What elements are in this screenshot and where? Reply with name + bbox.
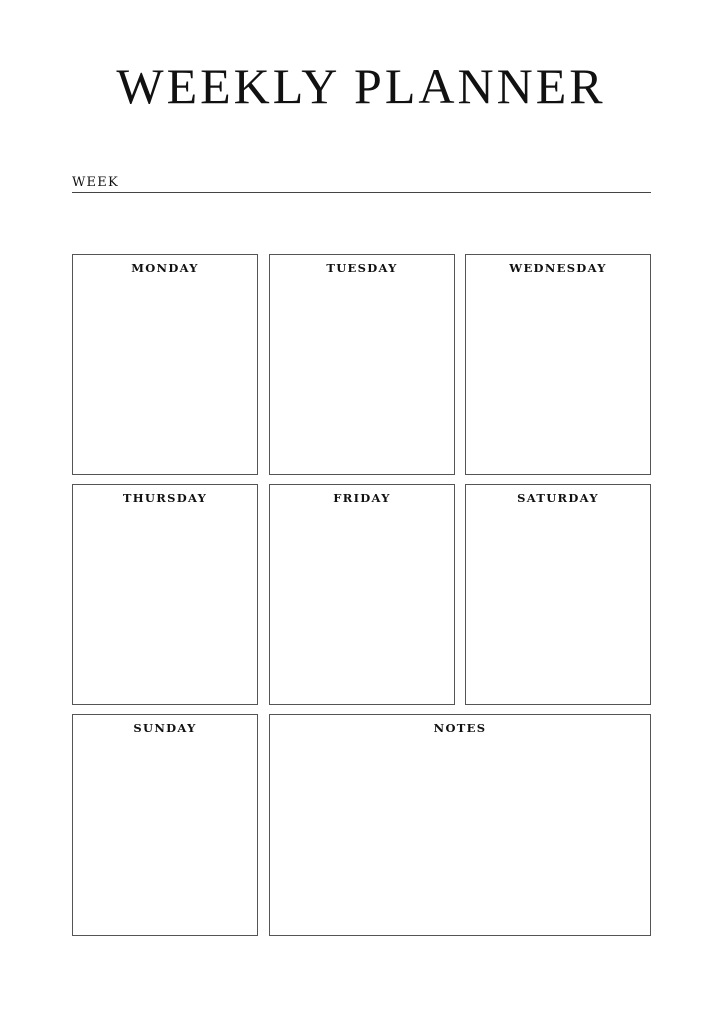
day-label-sunday: SUNDAY xyxy=(133,721,197,735)
day-label-saturday: SATURDAY xyxy=(517,491,599,505)
notes-label: NOTES xyxy=(433,721,487,735)
day-box-sunday[interactable] xyxy=(72,714,258,936)
day-label-wednesday: WEDNESDAY xyxy=(509,261,607,275)
day-box-wednesday[interactable] xyxy=(465,254,651,475)
day-box-saturday[interactable] xyxy=(465,484,651,705)
week-field[interactable] xyxy=(72,174,651,193)
day-box-friday[interactable] xyxy=(269,484,455,705)
day-box-monday[interactable] xyxy=(72,254,258,475)
notes-box[interactable] xyxy=(269,714,651,936)
day-label-thursday: THURSDAY xyxy=(122,491,208,505)
day-box-tuesday[interactable] xyxy=(269,254,455,475)
day-label-tuesday: TUESDAY xyxy=(326,261,398,275)
day-label-monday: MONDAY xyxy=(131,261,199,275)
week-label: WEEK xyxy=(72,175,119,190)
page-title: WEEKLY PLANNER xyxy=(116,58,606,114)
day-label-friday: FRIDAY xyxy=(333,491,391,505)
day-box-thursday[interactable] xyxy=(72,484,258,705)
